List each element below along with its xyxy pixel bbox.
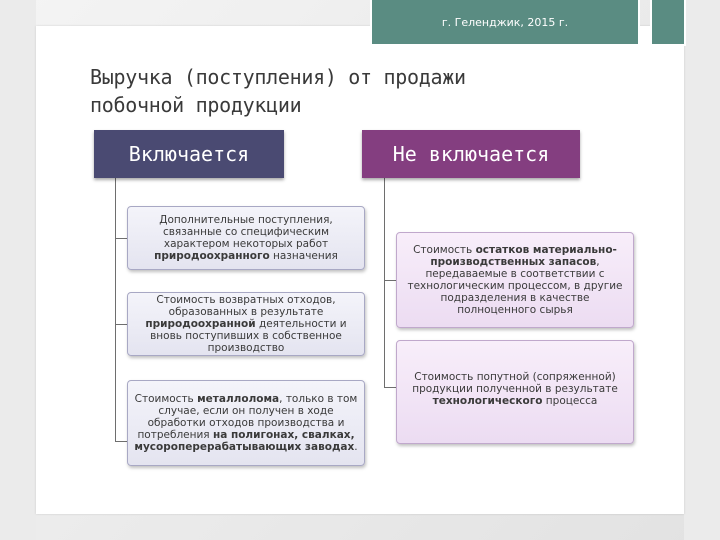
body-text: Стоимость попутной (сопряженной) продукции полученной в результате [412,371,618,395]
header-corner-box [650,0,686,46]
body-text: , передаваемые в соответствии с технологическим процессом, в другие подразделения в качестве полноценного сырья [407,256,623,316]
include-card-2-text [134,294,358,354]
emphasized-text: остатков материально-производственных запасов [430,244,617,268]
slide-title-line1: Выручка (поступления) от продажи [90,65,466,89]
emphasized-text: технологического [432,395,543,407]
body-text: . [354,441,358,453]
emphasized-text: природоохранного [154,250,270,262]
body-text: Стоимость [413,244,476,256]
exclude-card-2-text [403,371,627,407]
body-text: Стоимость возвратных отходов, образованных в результате [156,294,336,318]
include-tree-trunk [115,178,116,442]
slide-title [90,63,570,119]
emphasized-text: металлолома [197,393,280,405]
exclude-card-1 [396,232,634,328]
include-card-1-text [134,214,358,262]
include-heading-text: Включается [128,142,250,166]
body-text: назначения [269,250,338,262]
body-text: процесса [542,395,598,407]
include-heading [94,130,284,178]
body-text: , только в том случае, если он получен в ходе обработки отходов производства и потребления [137,393,358,441]
exclude-card-1-text [403,244,627,316]
header-location-box [370,0,640,46]
slide-title-line2: побочной продукции [90,93,302,117]
slide-side-left [0,0,36,540]
include-branch-3 [115,441,127,442]
exclude-tree-trunk [384,178,385,388]
slide-side-right [684,0,720,540]
exclude-card-2 [396,340,634,444]
body-text: Стоимость [134,393,198,405]
body-text: Дополнительные поступления, связанные со специфическим характером некоторых работ [159,214,333,250]
exclude-branch-1 [384,280,396,281]
include-card-3-text [134,393,358,453]
include-card-1 [127,206,365,270]
emphasized-text: природоохранной [145,318,256,330]
exclude-heading-text: Не включается [392,142,550,166]
include-card-3 [127,380,365,466]
include-branch-2 [115,324,127,325]
emphasized-text: на полигонах, свалках, мусороперерабатывающих заводах [134,429,355,453]
body-text: деятельности и вновь поступивших в собственное производство [150,318,347,354]
exclude-branch-2 [384,387,396,388]
include-card-2 [127,292,365,356]
exclude-heading [362,130,580,178]
header-location-text: г. Геленджик, 2015 г. [441,15,569,29]
include-branch-1 [115,238,127,239]
